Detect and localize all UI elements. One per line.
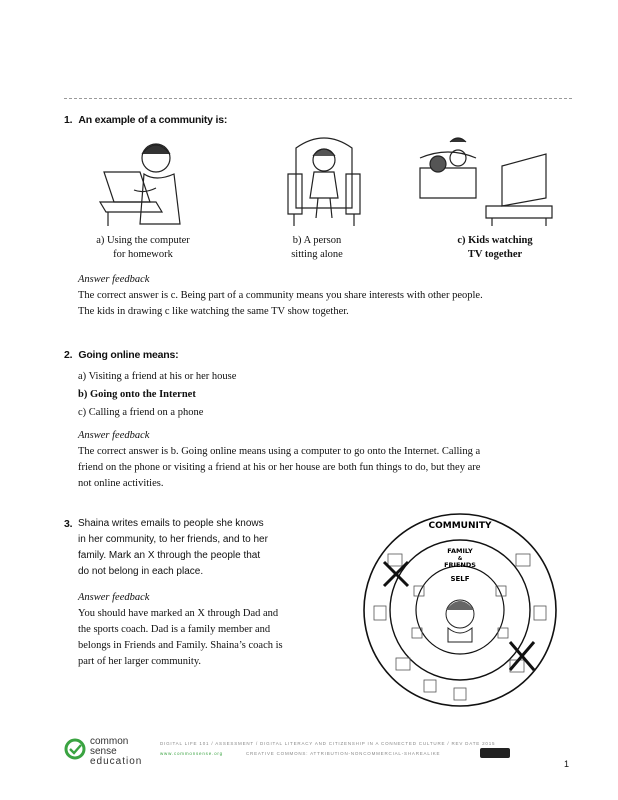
footer-line-2: CREATIVE COMMONS: ATTRIBUTION-NONCOMMERCIAL-SHAREALIKE xyxy=(246,751,441,756)
question-2-title: 2. Going online means: xyxy=(64,349,179,361)
diagram-friends-label: FRIENDS xyxy=(444,561,476,569)
question-3-number: 3. xyxy=(64,518,73,530)
q1-option-a: a) Using the computer for homework xyxy=(96,235,190,260)
cc-license-badge-icon xyxy=(480,748,510,758)
q2-option-a: a) Visiting a friend at his or her house xyxy=(78,371,237,382)
header-divider xyxy=(64,98,572,99)
diagram-community-label: COMMUNITY xyxy=(428,521,492,531)
question-1-title: 1. An example of a community is: xyxy=(64,114,228,126)
q1-feedback: The correct answer is c. Being part of a community means you share interests with other people. The kids in drawing c like watching the same TV show together. xyxy=(78,290,483,317)
logo-wordmark: common sense education xyxy=(90,736,143,767)
q2-feedback-label: Answer feedback xyxy=(78,430,150,441)
common-sense-logo-icon xyxy=(64,738,86,760)
q3-feedback: You should have marked an X through Dad and the sports coach. Dad is a family member and belongs in Friends and Family. Shaina’s coach is part of her larger community. xyxy=(78,608,283,667)
q1-option-c: c) Kids watching TV together xyxy=(457,235,533,260)
q2-feedback: The correct answer is b. Going online means using a computer to go onto the Internet. Calling a friend on the phone or visiting a friend at his or her house are both fun things to do, but they are not online activities. xyxy=(78,446,481,489)
q3-feedback-label: Answer feedback xyxy=(78,592,150,603)
diagram-self-label: SELF xyxy=(450,575,470,583)
computer-homework-illustration xyxy=(94,130,194,228)
diagram-family-label: FAMILY xyxy=(447,547,473,555)
q2-option-b: b) Going onto the Internet xyxy=(78,389,196,400)
person-alone-illustration xyxy=(284,128,364,228)
community-circles-diagram xyxy=(360,510,560,710)
footer-line-1: DIGITAL LIFE 101 / ASSESSMENT / DIGITAL LITERACY AND CITIZENSHIP IN A CONNECTED CULTURE / REV DATE 2015 xyxy=(160,741,496,746)
q1-feedback-label: Answer feedback xyxy=(78,274,150,285)
q2-option-c: c) Calling a friend on a phone xyxy=(78,407,204,418)
diagram-amp-label: & xyxy=(457,556,463,562)
footer-url-link[interactable]: www.commonsense.org xyxy=(160,751,223,756)
page-number: 1 xyxy=(564,759,570,769)
question-3-title: Shaina writes emails to people she knows in her community, to her friends, and to her family. Mark an X through the people that do not belong in each place. xyxy=(78,518,268,577)
kids-tv-illustration xyxy=(416,128,556,228)
q1-option-b: b) A person sitting alone xyxy=(291,235,343,260)
